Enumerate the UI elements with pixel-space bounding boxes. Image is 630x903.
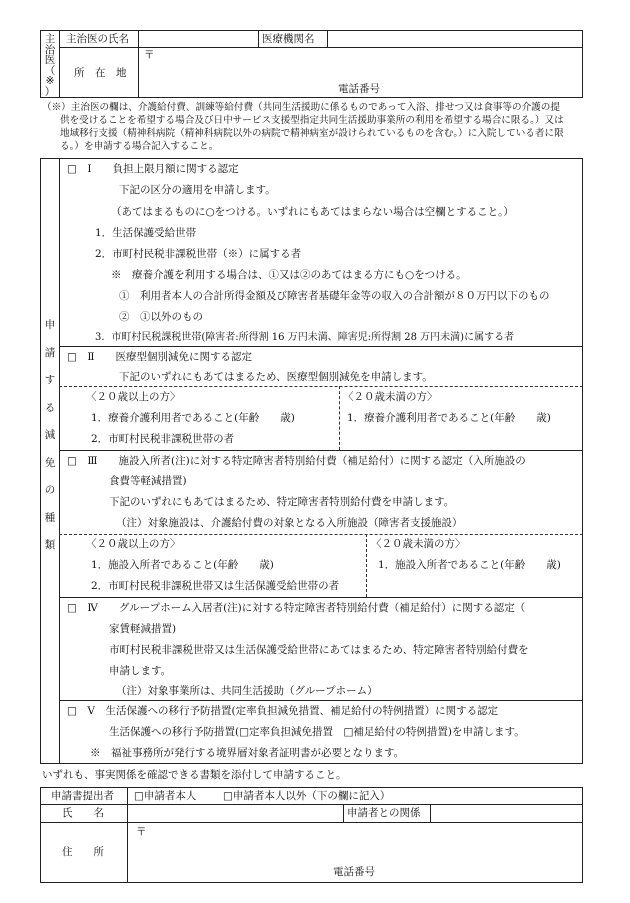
- sec2-left-head: 〈２０歳以上の方〉: [86, 391, 181, 403]
- sec4-line-1: 市町村民税非課税世帯又は生活保護受給世帯にあてはまるため、特定障害者特別給付費を: [109, 644, 529, 656]
- sec4-line-2: 申請します。: [109, 665, 172, 677]
- relation-field[interactable]: [432, 805, 581, 821]
- sec4-title-2: 家賃軽減措置): [109, 623, 177, 635]
- submitter-name-label: 氏 名: [62, 807, 104, 819]
- sec2-line-1: 下記のいずれにもあてはまるため、医療型個別減免を申請します。: [119, 371, 433, 383]
- note-line-1: （※）主治医の欄は、介護給付費、訓練等給付費（共同生活援助に係るものであって入浴、排せつ又は食事等の介護の提: [42, 102, 560, 113]
- submitter-label: 申請書提出者: [51, 790, 114, 802]
- sec2-right-head: 〈２０歳未満の方〉: [343, 391, 438, 403]
- sec3-left-option-1[interactable]: 1．施設入所者であること(年齢 歳): [91, 559, 274, 571]
- note-line-2: 供を受けることを希望する場合及び日中サービス支援型指定共同生活援助事業所の利用を希望する場合に限る。）又は: [60, 115, 564, 126]
- doctor-name-field[interactable]: [140, 31, 257, 46]
- sec1-option-2[interactable]: 2．市町村民税非課税世帯（※）に属する者: [95, 248, 302, 260]
- sec2-right-option-1[interactable]: 1．療養介護利用者であること(年齢 歳): [347, 412, 551, 424]
- sec4-title[interactable]: □ Ⅳ グループホーム入居者(注)に対する特定障害者特別給付費（補足給付）に関する認定（: [67, 602, 526, 614]
- sec5-line-2: ※ 福祉事務所が発行する境界層対象者証明書が必要となります。: [90, 747, 405, 759]
- doctor-address-field[interactable]: [156, 49, 576, 79]
- institution-field[interactable]: [329, 31, 581, 46]
- sec3-right-option-1[interactable]: 1．施設入所者であること(年齢 歳): [378, 559, 561, 571]
- sec1-line-2: （あてはまるものに○をつける。いずれにもあてはまらない場合は空欄とすること。）: [111, 206, 514, 218]
- submitter-address-field[interactable]: [148, 826, 578, 862]
- reduction-types-side-label: 申 請 す る 減 免 の 種 類: [44, 319, 56, 551]
- doctor-name-label: 主治医の氏名: [66, 33, 129, 45]
- doctor-postal-mark: 〒: [144, 49, 155, 61]
- relation-label: 申請者との関係: [347, 807, 421, 819]
- sec1-line-5: ※ 療養介護を利用する場合は、①又は②のあてはまる方にも○をつける。: [111, 269, 467, 281]
- sec3-title[interactable]: □ Ⅲ 施設入所者(注)に対する特定障害者特別給付費（補足給付）に関する認定（入所施設の: [67, 455, 526, 467]
- sec2-left-option-2[interactable]: 2．市町村民税非課税世帯の者: [91, 433, 235, 445]
- sec1-option-1[interactable]: 1．生活保護受給世帯: [95, 227, 197, 239]
- sec1-option-3[interactable]: 3．市町村民税課税世帯(障害者:所得割 16 万円未満、障害児:所得割 28 万円未満)に属する者: [95, 332, 515, 343]
- sec2-title[interactable]: □ Ⅱ 医療型個別減免に関する認定: [67, 351, 253, 363]
- sec3-title-2: 食費等軽減措置): [109, 475, 187, 487]
- institution-label: 医療機関名: [262, 33, 315, 45]
- submitter-name-field[interactable]: [129, 805, 341, 821]
- sec3-right-head: 〈２０歳未満の方〉: [371, 538, 466, 550]
- note-line-3: 地域移行支援（精神科病院（精神科病院以外の病院で精神病室が設けられているものを含む。）に入院している者に限: [60, 128, 564, 139]
- doctor-address-label: 所 在 地: [74, 67, 127, 79]
- submitter-option-self[interactable]: □申請者本人: [134, 790, 197, 802]
- sec5-line-1[interactable]: 生活保護への移行予防措置(□定率負担減免措置 □補足給付の特例措置)を申請します。: [109, 726, 525, 738]
- sec3-left-head: 〈２０歳以上の方〉: [86, 538, 181, 550]
- sec1-title[interactable]: □ Ⅰ 負担上限月額に関する認定: [67, 163, 239, 175]
- sec5-title[interactable]: □ Ⅴ 生活保護への移行予防措置(定率負担減免措置、補足給付の特例措置）に関する認定: [67, 705, 499, 717]
- submitter-address-label: 住 所: [62, 846, 104, 858]
- sec3-line-2: （注）対象施設は、介護給付費の対象となる入所施設（障害者支援施設）: [116, 517, 463, 529]
- footer-note: いずれも、事実関係を確認できる書類を添付して申請すること。: [42, 769, 347, 781]
- sec1-sub-option-1[interactable]: ① 利用者本人の合計所得金額及び障害者基礎年金等の収入の合計額が８０万円以下のもの: [119, 290, 550, 302]
- doctor-phone-label: 電話番号: [338, 83, 380, 95]
- note-line-4: る。）を申請する場合記入すること。: [60, 141, 219, 152]
- sec3-left-option-2[interactable]: 2．市町村民税非課税世帯又は生活保護受給世帯の者: [91, 580, 340, 592]
- submitter-phone-label: 電話番号: [333, 866, 375, 878]
- submitter-option-other[interactable]: □申請者本人以外（下の欄に記入）: [223, 790, 391, 802]
- sec1-sub-option-2[interactable]: ② ①以外のもの: [119, 311, 203, 323]
- sec1-line-1: 下記の区分の適用を申請します。: [119, 184, 276, 196]
- submitter-postal-mark: 〒: [136, 826, 147, 838]
- doctor-side-label: 主 治 医 （ ※ ）: [44, 33, 56, 98]
- sec2-left-option-1[interactable]: 1．療養介護利用者であること(年齢 歳): [91, 412, 295, 424]
- sec4-line-3: （注）対象事業所は、共同生活援助（グループホーム）: [116, 685, 378, 697]
- sec3-line-1: 下記のいずれにもあてはまるため、特定障害者特別給付費を申請します。: [109, 496, 455, 508]
